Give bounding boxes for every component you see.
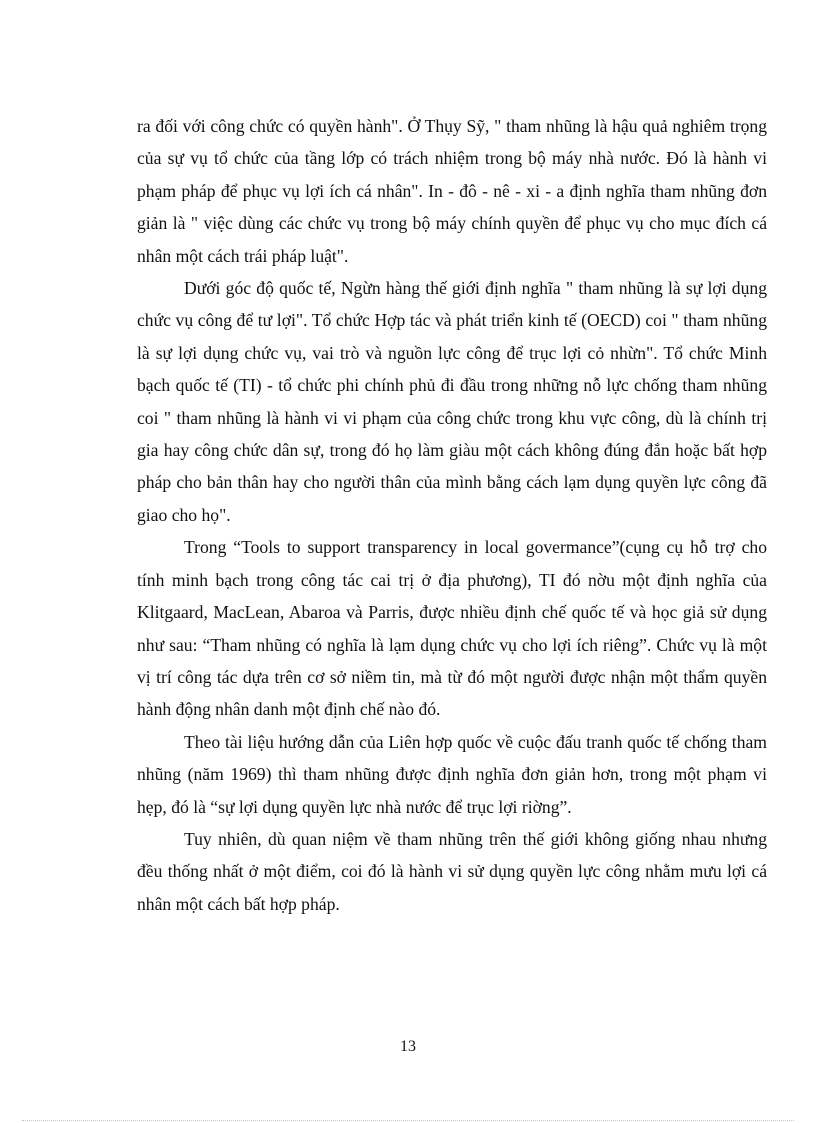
page-bottom-divider [22,1120,794,1121]
paragraph-2: Dưới góc độ quốc tế, Ngừn hàng thế giới định nghĩa " tham nhũng là sự lợi dụng chức vụ công để tư lợi". Tổ chức Hợp tác và phát triển kinh tế (OECD) coi " tham nhũng là sự lợi dụng chức vụ, vai trò và nguồn lực công để trục lợi cỏ nhừn". Tổ chức Minh bạch quốc tế (TI) - tổ chức phi chính phủ đi đầu trong những nỗ lực chống tham nhũng coi " tham nhũng là hành vi vi phạm của công chức trong khu vực công, dù là chính trị gia hay công chức dân sự, trong đó họ làm giàu một cách không đúng đắn hoặc bất hợp pháp cho bản thân hay cho người thân của mình bằng cách lạm dụng quyền lực công đã giao cho họ". [137,278,767,525]
paragraph-5: Tuy nhiên, dù quan niệm về tham nhũng trên thế giới không giống nhau nhưng đều thống nhất ở một điểm, coi đó là hành vi sử dụng quyền lực công nhằm mưu lợi cá nhân một cách bất hợp pháp. [137,828,767,914]
paragraph-3: Trong “Tools to support transparency in local govermance”(cụng cụ hỗ trợ cho tính minh bạch trong công tác cai trị ở địa phương), TI đó nờu một định nghĩa của Klitgaard, MacLean, Abaroa và Parris, được nhiều định chế quốc tế và học giả sử dụng như sau: “Tham nhũng có nghĩa là lạm dụng chức vụ cho lợi ích riêng”. Chức vụ là một vị trí công tác dựa trên cơ sở niềm tin, mà từ đó một người được nhận một thẩm quyền hành động nhân danh một định chế nào đó. [137,537,767,720]
paragraph-1: ra đối với công chức có quyền hành". Ở Thụy Sỹ, " tham nhũng là hậu quả nghiêm trọng của sự vụ tổ chức của tầng lớp có trách nhiệm trong bộ máy nhà nước. Đó là hành vi phạm pháp để phục vụ lợi ích cá nhân". In - đô - nê - xi - a định nghĩa tham nhũng đơn giản là " việc dùng các chức vụ trong bộ máy chính quyền để phục vụ cho mục đích cá nhân một cách trái pháp luật". [137,116,767,266]
paragraph-4: Theo tài liệu hướng dẫn của Liên hợp quốc về cuộc đấu tranh quốc tế chống tham nhũng (năm 1969) thì tham nhũng được định nghĩa đơn giản hơn, trong một phạm vi hẹp, đó là “sự lợi dụng quyền lực nhà nước để trục lợi riờng”. [137,731,767,817]
page-number: 13 [400,1038,416,1055]
body-text [137,110,767,920]
